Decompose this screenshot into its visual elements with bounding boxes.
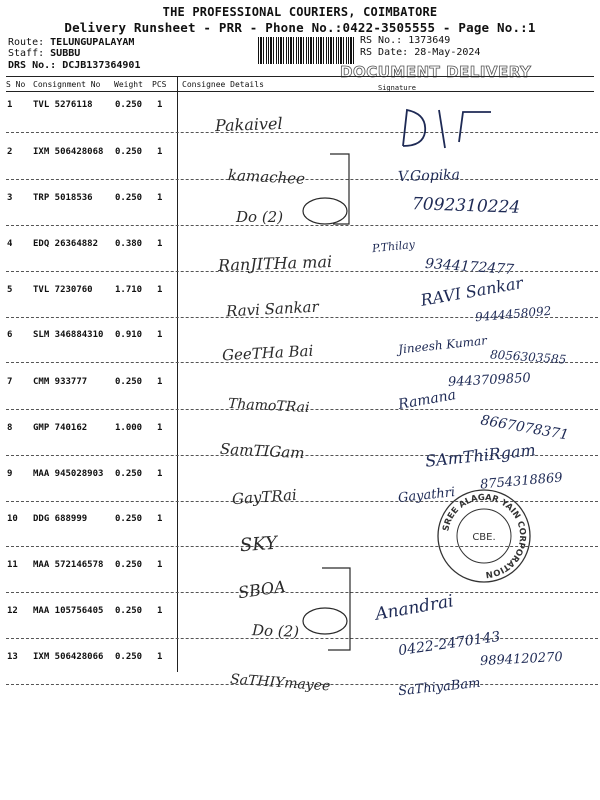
row-separator — [6, 638, 598, 639]
row-consignment: TVL 7230760 — [33, 285, 93, 295]
handwritten-consignee: GeeTHa Bai — [221, 341, 314, 365]
handwritten-consignee: kamachee — [227, 165, 306, 189]
staff-label: Staff: — [8, 48, 45, 59]
handwritten-note: 7092310224 — [411, 194, 521, 218]
company-title: THE PROFESSIONAL COURIERS, COIMBATORE — [162, 5, 438, 19]
row-weight: 0.250 — [115, 514, 143, 524]
svg-text:CBE.: CBE. — [472, 532, 496, 543]
row-weight: 0.250 — [115, 100, 143, 110]
row-sno: 4 — [7, 239, 13, 249]
handwritten-signature: P.Thilay — [371, 237, 416, 256]
row-consignment: MAA 105756405 — [33, 606, 104, 616]
handwritten-signature: V.Gopika — [397, 166, 461, 186]
staff-value: SUBBU — [50, 48, 81, 59]
row-weight: 1.710 — [115, 285, 143, 295]
row-pcs: 1 — [157, 469, 163, 479]
row-pcs: 1 — [157, 285, 163, 295]
drs-value: DCJB137364901 — [62, 60, 141, 71]
rs-date-label: RS Date: — [360, 47, 409, 58]
row-sno: 6 — [7, 330, 13, 340]
row-pcs: 1 — [157, 560, 163, 570]
handwritten-note: 8667078371 — [479, 412, 570, 444]
row-pcs: 1 — [157, 606, 163, 616]
row-weight: 0.250 — [115, 560, 143, 570]
row-weight: 0.250 — [115, 652, 143, 662]
handwritten-note: 9444458092 — [474, 303, 552, 325]
handwritten-note: 9894120270 — [479, 649, 564, 670]
svg-text:SREE ALAGAR YAIN CORPORATION: SREE ALAGAR YAIN CORPORATION — [441, 492, 528, 580]
handwritten-signature: Anandrai — [373, 591, 456, 625]
row-sno: 1 — [7, 100, 13, 110]
row-separator — [6, 592, 598, 593]
handwritten-consignee: SKY — [239, 532, 278, 557]
row-pcs: 1 — [157, 377, 163, 387]
row-sno: 13 — [7, 652, 18, 662]
row-consignment: TVL 5276118 — [33, 100, 93, 110]
drs-field — [8, 60, 140, 71]
handwritten-consignee: Ravi Sankar — [225, 297, 320, 321]
row-weight: 1.000 — [115, 423, 143, 433]
rs-no-field — [360, 35, 450, 46]
handwritten-signature: RAVI Sankar — [419, 273, 525, 310]
row-consignment: IXM 506428068 — [33, 147, 104, 157]
handwritten-signature: Ramana — [397, 387, 458, 413]
rs-date-field — [360, 47, 480, 58]
rs-no-label: RS No.: — [360, 35, 403, 46]
handwritten-note: 8754318869 — [479, 470, 564, 493]
row-pcs: 1 — [157, 239, 163, 249]
row-consignment: EDQ 26364882 — [33, 239, 99, 249]
row-sno: 10 — [7, 514, 18, 524]
row-weight: 0.250 — [115, 469, 143, 479]
handwritten-signature: SAmThiRgam — [424, 440, 537, 471]
row-consignment: SLM 346884310 — [33, 330, 104, 340]
row-pcs: 1 — [157, 330, 163, 340]
row-sno: 12 — [7, 606, 18, 616]
row-consignment: DDG 688999 — [33, 514, 88, 524]
row-sno: 7 — [7, 377, 13, 387]
handwritten-note: 9443709850 — [447, 370, 532, 391]
row-pcs: 1 — [157, 193, 163, 203]
bracket-mark — [325, 150, 355, 230]
handwritten-consignee: Pakaivel — [214, 113, 283, 136]
table-header-border — [6, 91, 594, 92]
route-field — [8, 37, 134, 48]
row-pcs: 1 — [157, 514, 163, 524]
handwritten-consignee: Do (2) — [251, 621, 300, 641]
row-weight: 0.250 — [115, 377, 143, 387]
row-pcs: 1 — [157, 652, 163, 662]
row-consignment: IXM 506428066 — [33, 652, 104, 662]
handwritten-signature: Jineesh Kumar — [397, 333, 488, 357]
staff-field — [8, 48, 80, 59]
row-consignment: GMP 740162 — [33, 423, 88, 433]
route-label: Route: — [8, 37, 45, 48]
handwritten-consignee: RanJITHa mai — [217, 252, 333, 275]
row-consignment: MAA 572146578 — [33, 560, 104, 570]
handwritten-consignee: Do (2) — [236, 208, 284, 226]
table-column-divider — [177, 76, 178, 672]
handwritten-signature: SaThiyaBam — [397, 675, 482, 700]
company-seal — [435, 487, 533, 585]
row-weight: 0.250 — [115, 606, 143, 616]
row-sno: 5 — [7, 285, 13, 295]
handwritten-consignee: SBOA — [236, 576, 287, 603]
row-weight: 0.250 — [115, 147, 143, 157]
row-sno: 3 — [7, 193, 13, 203]
column-header-consignee: Consignee Details — [182, 80, 264, 89]
row-consignment: TRP 5018536 — [33, 193, 93, 203]
route-value: TELUNGUPALAYAM — [50, 37, 135, 48]
column-header-signature: Signature — [378, 84, 416, 92]
row-pcs: 1 — [157, 100, 163, 110]
row-weight: 0.250 — [115, 193, 143, 203]
row-pcs: 1 — [157, 147, 163, 157]
row-sno: 9 — [7, 469, 13, 479]
row-weight: 0.380 — [115, 239, 143, 249]
handwritten-consignee: ThamoTRai — [227, 395, 310, 417]
handwritten-consignee: GayTRai — [231, 485, 298, 509]
rs-date-value: 28-May-2024 — [414, 47, 481, 58]
row-separator — [6, 132, 598, 133]
row-consignment: CMM 933777 — [33, 377, 88, 387]
barcode — [258, 37, 356, 64]
handwritten-note: 0422-2470143 — [397, 628, 502, 660]
column-header-sno: S No — [6, 80, 26, 89]
row-consignment: MAA 945028903 — [33, 469, 104, 479]
row-sno: 2 — [7, 147, 13, 157]
handwritten-note: 8056303585 — [489, 347, 567, 367]
row-pcs: 1 — [157, 423, 163, 433]
runsheet-subtitle: Delivery Runsheet - PRR - Phone No.:0422-3505555 - Page No.:1 — [64, 20, 536, 35]
column-header-consignment: Consignment No — [33, 80, 101, 89]
table-top-border — [6, 76, 594, 77]
rs-no-value: 1373649 — [408, 35, 451, 46]
handwritten-consignee: SamTIGam — [219, 439, 305, 463]
document-delivery-stamp: DOCUMENT DELIVERY — [340, 63, 532, 81]
handwritten-note: 9344172477 — [424, 255, 515, 279]
row-sno: 11 — [7, 560, 18, 570]
drs-label: DRS No.: — [8, 60, 57, 71]
column-header-pcs: PCS — [152, 80, 167, 89]
handwritten-signature: Gayathri — [397, 485, 456, 506]
row-weight: 0.910 — [115, 330, 143, 340]
handwritten-consignee: SaTHIYmayee — [229, 671, 331, 695]
row-sno: 8 — [7, 423, 13, 433]
delivered-mark — [395, 102, 505, 154]
column-header-weight: Weight — [114, 80, 143, 89]
bracket-mark — [318, 564, 358, 656]
